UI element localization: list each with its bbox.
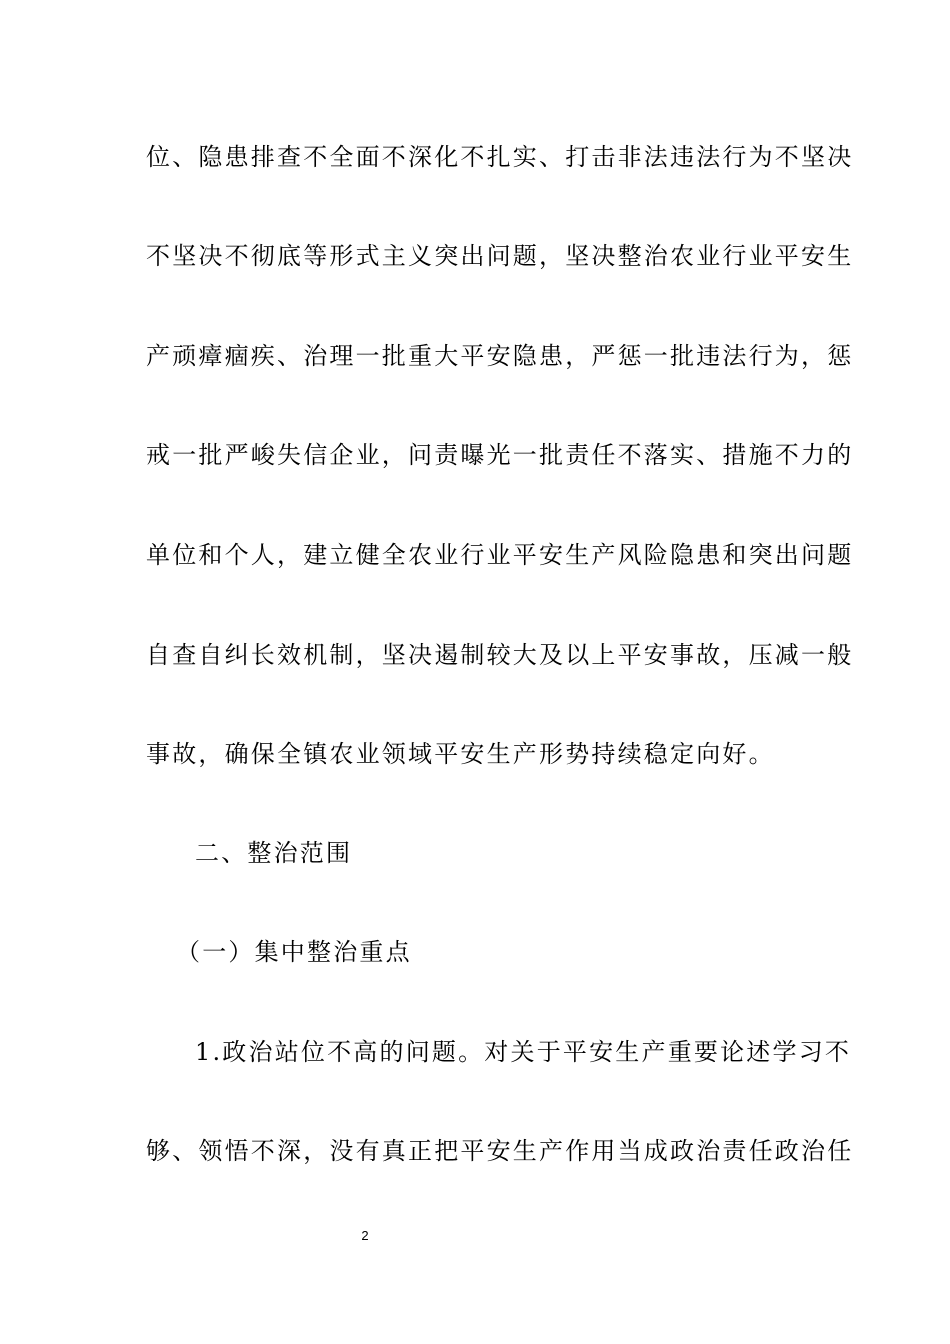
subsection-heading: （一）集中整治重点	[176, 938, 412, 966]
section-heading: 二、整治范围	[195, 839, 353, 867]
item-1-line-1: 1.政治站位不高的问题。对关于平安生产重要论述学习不	[195, 1038, 852, 1066]
body-text-line-1: 位、隐患排查不全面不深化不扎实、打击非法违法行为不坚决	[146, 143, 854, 171]
body-text-line-2: 不坚决不彻底等形式主义突出问题，坚决整治农业行业平安生	[146, 242, 854, 270]
page-number: 2	[361, 1228, 369, 1243]
body-text-line-3: 产顽瘴痼疾、治理一批重大平安隐患，严惩一批违法行为，惩	[146, 342, 854, 370]
body-text-line-6: 自查自纠长效机制，坚决遏制较大及以上平安事故，压减一般	[146, 641, 854, 669]
body-text-line-4: 戒一批严峻失信企业，问责曝光一批责任不落实、措施不力的	[146, 441, 854, 469]
item-1-line-2: 够、领悟不深，没有真正把平安生产作用当成政治责任政治任	[146, 1137, 854, 1165]
body-text-line-5: 单位和个人，建立健全农业行业平安生产风险隐患和突出问题	[146, 541, 854, 569]
body-text-line-7: 事故，确保全镇农业领域平安生产形势持续稳定向好。	[146, 740, 775, 768]
